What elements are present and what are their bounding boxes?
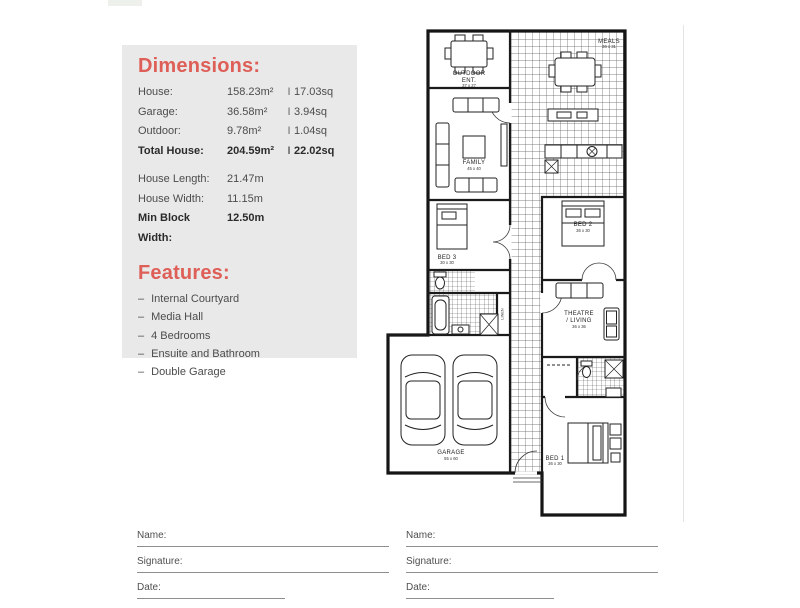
bed3-icon: [437, 204, 467, 249]
wc-toilet-icon: [434, 272, 446, 289]
kitchen-island-icon: [548, 109, 598, 121]
date-label: Date:: [406, 582, 430, 593]
row-separator: I: [287, 105, 291, 118]
room-label-meals: MEALS: [598, 39, 620, 45]
row-label: Garage:: [138, 105, 178, 118]
dimension-row-total: [138, 142, 347, 162]
room-size-bed1: 36 x 30: [548, 461, 562, 466]
row-metric: 9.78m²: [227, 125, 262, 137]
row-label: Total House:: [138, 144, 204, 157]
meals-dining-table-icon: [549, 52, 601, 92]
bullet-dash: –: [138, 329, 145, 342]
bullet-dash: –: [138, 366, 145, 379]
row-metric: 204.59m²: [227, 144, 275, 157]
row-label: House:: [138, 86, 173, 98]
dimensions-heading: Dimensions:: [138, 55, 261, 77]
row-separator: I: [287, 86, 291, 98]
feature-text: Internal Courtyard: [151, 293, 240, 305]
car-icon: [401, 355, 445, 445]
measure-row-width: [138, 190, 347, 210]
dimension-row-outdoor: [138, 122, 347, 142]
feature-item: [138, 363, 347, 381]
row-imperial: 1.04sq: [294, 125, 328, 137]
floor-plan: [385, 25, 695, 525]
signature-form-right: [406, 530, 658, 608]
room-size-family: 45 x 40: [467, 166, 481, 171]
outdoor-dining-table-icon: [445, 35, 493, 73]
room-label-bed1: BED 1: [545, 456, 565, 462]
cropped-logo-remnant: [108, 0, 142, 6]
tiled-floor-hall: [510, 197, 542, 473]
row-label: Min Block Width:: [138, 212, 190, 244]
car-icon: [453, 355, 497, 445]
room-size-theatre: 36 x 36: [572, 324, 586, 329]
row-metric: 158.23m²: [227, 86, 274, 98]
feature-item: [138, 327, 347, 345]
feature-item: [138, 290, 347, 308]
signature-label: Signature:: [406, 556, 452, 567]
row-metric: 36.58m²: [227, 105, 268, 118]
bullet-dash: –: [138, 293, 145, 305]
row-value: 12.50m: [227, 212, 265, 224]
bath-vanity-icon: [452, 325, 469, 334]
bullet-dash: –: [138, 347, 145, 360]
name-line: [137, 542, 389, 547]
ensuite-vanity-icon: [606, 388, 621, 397]
feature-text: Media Hall: [151, 311, 204, 324]
room-size-bed3: 30 x 30: [440, 260, 454, 265]
row-imperial: 17.03sq: [294, 86, 334, 98]
signature-label: Signature:: [137, 556, 183, 567]
row-label: House Width:: [138, 192, 205, 205]
row-separator: I: [287, 144, 291, 157]
bullet-dash: –: [138, 311, 145, 324]
dimension-row-house: [138, 83, 347, 103]
room-label-outdoor-ent2: ENT.: [461, 78, 477, 84]
row-imperial: 22.02sq: [294, 144, 335, 157]
row-separator: I: [287, 125, 291, 137]
info-panel: [122, 45, 357, 379]
room-label-linen: LINEN: [500, 308, 505, 320]
room-size-meals: 36 x 31: [602, 44, 616, 49]
date-line: [406, 594, 554, 599]
date-label: Date:: [137, 582, 161, 593]
features-heading: Features:: [138, 262, 230, 284]
bed1-icon: [568, 423, 621, 463]
room-label-garage: GARAGE: [437, 450, 465, 456]
measure-row-min-block: [138, 209, 347, 248]
date-line: [137, 594, 285, 599]
bathtub-icon: [432, 296, 449, 334]
signature-form-left: [137, 530, 389, 608]
row-imperial: 3.94sq: [294, 105, 328, 118]
measure-row-length: [138, 170, 347, 190]
feature-item: [138, 345, 347, 363]
ensuite-shower-icon: [605, 360, 623, 378]
name-label: Name:: [137, 530, 167, 541]
ensuite-toilet-icon: [581, 361, 592, 378]
bath-shower-icon: [480, 314, 498, 335]
room-size-bed2: 36 x 30: [576, 228, 590, 233]
row-label: Outdoor:: [138, 125, 181, 137]
feature-text: Ensuite and Bathroom: [151, 347, 260, 360]
row-value: 21.47m: [227, 173, 264, 185]
room-label-theatre2: / LIVING: [566, 318, 592, 324]
feature-text: 4 Bedrooms: [151, 329, 211, 342]
row-value: 11.15m: [227, 192, 263, 205]
room-label-theatre: THEATRE: [564, 311, 594, 317]
room-label-bed2: BED 2: [573, 222, 593, 228]
feature-text: Double Garage: [151, 366, 226, 379]
coffee-table-icon: [463, 136, 485, 158]
name-label: Name:: [406, 530, 436, 541]
room-label-family: FAMILY: [462, 160, 486, 166]
signature-line: [406, 568, 658, 573]
dimension-row-garage: [138, 103, 347, 123]
room-label-bed3: BED 3: [437, 255, 457, 261]
tv-unit-icon: [501, 124, 507, 166]
signature-line: [137, 568, 389, 573]
room-size-garage: 55 x 60: [444, 456, 458, 461]
room-size-outdoor-ent: 37 x 27: [462, 83, 476, 88]
name-line: [406, 542, 658, 547]
row-label: House Length:: [138, 173, 210, 185]
feature-item: [138, 308, 347, 326]
room-label-outdoor-ent: OUTDOOR: [452, 71, 486, 77]
